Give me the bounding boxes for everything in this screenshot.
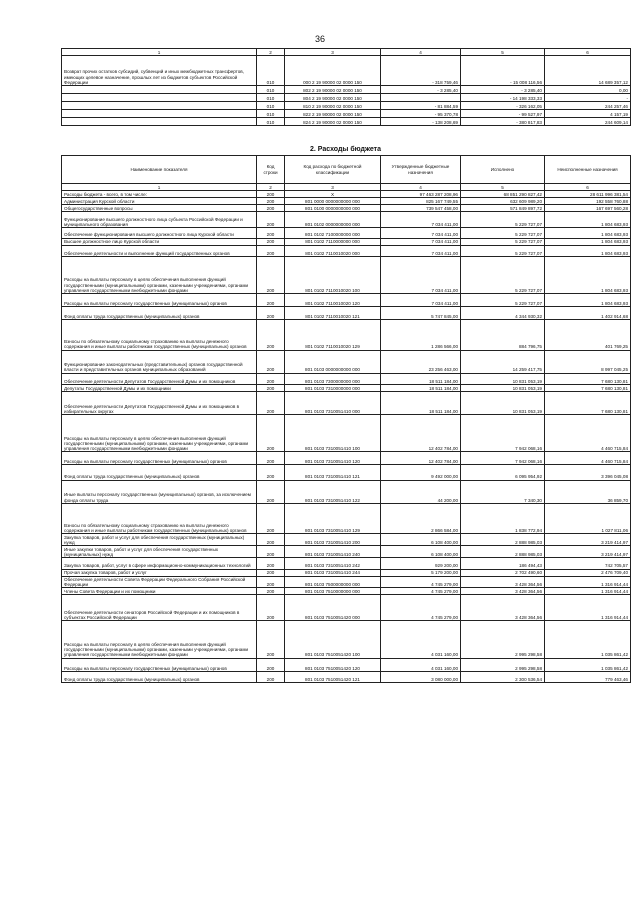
cell-executed: - 14 198 333,33 (461, 94, 545, 102)
cell-unexecuted: 36 859,70 (545, 480, 631, 503)
col-number: 1 (62, 49, 257, 56)
cell-approved: 4 745 279,00 (381, 595, 461, 621)
cell-approved: 929 200,00 (381, 558, 461, 569)
cell-executed: 2 300 536,54 (461, 671, 545, 682)
cell-approved: 7 034 411,00 (381, 245, 461, 256)
table-row (62, 546, 631, 558)
cell-executed: 14 259 417,75 (461, 350, 545, 373)
cell-approved: 3 080 000,00 (381, 671, 461, 682)
cell-unexecuted: 3 396 045,08 (545, 465, 631, 480)
table-row (62, 238, 631, 245)
cell-executed: 4 344 930,32 (461, 307, 545, 320)
cell-code: 824 2 19 90000 02 0000 150 (285, 118, 381, 126)
table-row (62, 452, 631, 465)
cell-name: Расходы на выплаты персоналу государственных (муниципальных) органов (62, 452, 257, 465)
cell-unexecuted: 3 219 414,97 (545, 546, 631, 558)
cell-unexecuted: 1 035 861,42 (545, 658, 631, 671)
cell-executed: 1 838 772,94 (461, 503, 545, 533)
cell-code: 801 0103 7310051410 129 (285, 503, 381, 533)
cell-approved: 18 511 184,00 (381, 384, 461, 391)
cell-unexecuted: 2 476 709,40 (545, 569, 631, 576)
cell-unexecuted: 401 769,25 (545, 320, 631, 350)
cell-approved: 2 866 584,00 (381, 503, 461, 533)
cell-executed: 10 831 053,19 (461, 391, 545, 414)
cell-code: 801 0102 7110010020 120 (285, 293, 381, 306)
cell-unexecuted: 28 611 996 381,54 (545, 191, 631, 198)
cell-unexecuted: 167 697 560,28 (545, 205, 631, 212)
cell-code: 801 0103 7310051410 000 (285, 391, 381, 414)
cell-executed: 632 609 989,20 (461, 198, 545, 205)
cell-approved: - 81 884,59 (381, 102, 461, 110)
cell-name: Возврат прочих остатков субсидий, субвенций и иных межбюджетных трансфертов, имеющих целевое назначение, прошлых лет из бюджетов субъектов Российской Федерации (62, 56, 257, 86)
cell-line: 200 (257, 320, 285, 350)
cell-name: Закупка товаров, работ и услуг для обеспечения государственных (муниципальных) нужд (62, 534, 257, 546)
cell-approved (381, 94, 461, 102)
cell-code: 801 0103 7310051410 242 (285, 558, 381, 569)
col-number: 4 (381, 184, 461, 191)
header-line: Код строки (257, 156, 285, 184)
cell-executed: 2 888 985,03 (461, 534, 545, 546)
cell-approved: 739 547 458,00 (381, 205, 461, 212)
cell-line: 200 (257, 373, 285, 384)
table-row (62, 569, 631, 576)
cell-approved: 9 492 000,00 (381, 465, 461, 480)
cell-approved: 7 034 411,00 (381, 293, 461, 306)
cell-code: 801 0103 7310051410 122 (285, 480, 381, 503)
cell-code: 801 0103 7510051420 100 (285, 621, 381, 658)
cell-unexecuted: 244 609,14 (545, 118, 631, 126)
cell-name (62, 94, 257, 102)
cell-executed: 884 796,75 (461, 320, 545, 350)
cell-executed: 3 428 364,56 (461, 587, 545, 594)
table-row (62, 94, 631, 102)
cell-approved: 7 034 411,00 (381, 212, 461, 228)
cell-executed: 2 995 298,58 (461, 621, 545, 658)
header-unexecuted: Неисполненные назначения (545, 156, 631, 184)
table-row (62, 320, 631, 350)
table-row (62, 658, 631, 671)
table-row (62, 621, 631, 658)
column-numbers-row (62, 184, 631, 191)
cell-unexecuted: 1 804 683,93 (545, 238, 631, 245)
cell-executed: 186 494,43 (461, 558, 545, 569)
cell-executed: 5 229 727,07 (461, 256, 545, 293)
header-code: Код расхода по бюджетной классификации (285, 156, 381, 184)
table-row (62, 293, 631, 306)
cell-line: 200 (257, 293, 285, 306)
table-row (62, 671, 631, 682)
cell-unexecuted: 3 219 414,97 (545, 534, 631, 546)
cell-approved: 4 031 160,00 (381, 621, 461, 658)
cell-approved: 7 034 411,00 (381, 228, 461, 238)
col-number: 3 (285, 49, 381, 56)
col-number: 2 (257, 49, 285, 56)
cell-approved: - 138 208,69 (381, 118, 461, 126)
cell-code: 801 0103 7500000000 000 (285, 576, 381, 587)
cell-executed: 5 229 727,07 (461, 238, 545, 245)
expenditure-table (61, 155, 631, 683)
cell-executed: 2 702 490,60 (461, 569, 545, 576)
cell-name: Высшее должностное лицо Курской области (62, 238, 257, 245)
cell-executed: 10 831 053,19 (461, 384, 545, 391)
cell-line: 200 (257, 391, 285, 414)
cell-code: 802 2 19 90000 02 0000 150 (285, 86, 381, 94)
table-row (62, 503, 631, 533)
header-row (62, 156, 631, 184)
cell-unexecuted: 1 402 914,68 (545, 307, 631, 320)
cell-code: 801 0102 0000000000 000 (285, 212, 381, 228)
table-row (62, 245, 631, 256)
col-number: 1 (62, 184, 257, 191)
cell-code: 801 0102 7110000000 000 (285, 238, 381, 245)
cell-name: Взносы по обязательному социальному страхованию на выплаты денежного содержания и иные выплаты работникам государственных (муниципальных) органов (62, 320, 257, 350)
table-row (62, 350, 631, 373)
cell-code: 822 2 19 90000 02 0000 150 (285, 110, 381, 118)
cell-executed: - 15 008 116,56 (461, 56, 545, 86)
table-row (62, 198, 631, 205)
cell-approved: 97 463 287 208,96 (381, 191, 461, 198)
cell-code: 801 0103 7310000000 000 (285, 384, 381, 391)
cell-approved: 1 286 566,00 (381, 320, 461, 350)
cell-approved: 44 200,00 (381, 480, 461, 503)
cell-approved: 6 108 400,00 (381, 534, 461, 546)
cell-line: 200 (257, 587, 285, 594)
cell-unexecuted: 4 460 715,84 (545, 415, 631, 452)
cell-code: 801 0103 7300000000 000 (285, 373, 381, 384)
table-row (62, 576, 631, 587)
cell-line: 010 (257, 94, 285, 102)
table-row (62, 102, 631, 110)
cell-line: 200 (257, 256, 285, 293)
cell-name: Расходы на выплаты персоналу в целях обеспечения выполнения функций государственными (муниципальными) органами, казенными учреждениями, органами управления государственными внебюджетными фондами (62, 256, 257, 293)
cell-name: Обеспечение деятельности сенаторов Российской Федерации и их помощников в субъектах Российской Федерации (62, 595, 257, 621)
cell-approved: 5 747 845,00 (381, 307, 461, 320)
cell-executed: - 99 527,97 (461, 110, 545, 118)
cell-line: 200 (257, 671, 285, 682)
cell-code: 801 0103 7310051410 120 (285, 452, 381, 465)
cell-name: Обеспечение деятельности Депутатов Государственной Думы и их помощников в избирательных округах (62, 391, 257, 414)
table-row (62, 465, 631, 480)
cell-name: Обеспечение деятельности Совета Федерации Федерального Собрания Российской Федерации (62, 576, 257, 587)
cell-line: 200 (257, 658, 285, 671)
cell-approved: 5 179 200,00 (381, 569, 461, 576)
cell-name (62, 102, 257, 110)
cell-code: 801 0103 7310051410 121 (285, 465, 381, 480)
table-row (62, 384, 631, 391)
cell-code: 801 0100 0000000000 000 (285, 205, 381, 212)
cell-executed: 3 428 364,56 (461, 595, 545, 621)
cell-line: 200 (257, 198, 285, 205)
cell-name (62, 86, 257, 94)
cell-executed: 2 888 985,03 (461, 546, 545, 558)
cell-executed: 3 428 364,56 (461, 576, 545, 587)
section-title: 2. Расходы бюджета (310, 146, 381, 153)
cell-approved: 6 108 400,00 (381, 546, 461, 558)
cell-executed: - 380 817,83 (461, 118, 545, 126)
cell-unexecuted: 1 804 683,93 (545, 293, 631, 306)
table-row (62, 558, 631, 569)
table-row (62, 118, 631, 126)
cell-line: 200 (257, 350, 285, 373)
cell-name: Фонд оплаты труда государственных (муниципальных) органов (62, 307, 257, 320)
cell-unexecuted: 7 680 130,81 (545, 373, 631, 384)
cell-line: 200 (257, 452, 285, 465)
cell-line: 200 (257, 569, 285, 576)
cell-name: Члены Совета Федерации и их помощники (62, 587, 257, 594)
cell-code: 000 2 19 90000 02 0000 150 (285, 56, 381, 86)
cell-code: 810 2 19 90000 02 0000 150 (285, 102, 381, 110)
cell-line: 200 (257, 534, 285, 546)
cell-unexecuted: 4 460 715,84 (545, 452, 631, 465)
cell-approved: 12 402 784,00 (381, 415, 461, 452)
table-row (62, 534, 631, 546)
table-row (62, 307, 631, 320)
cell-approved: - 3 285,40 (381, 86, 461, 94)
cell-name: Общегосударственные вопросы (62, 205, 257, 212)
table-row (62, 587, 631, 594)
cell-name: Обеспечение деятельности Депутатов Государственной Думы и их помощников (62, 373, 257, 384)
cell-code: 804 2 19 90000 02 0000 150 (285, 94, 381, 102)
cell-unexecuted: 14 689 357,12 (545, 56, 631, 86)
table-row (62, 228, 631, 238)
cell-code: 801 0103 7310051410 240 (285, 546, 381, 558)
cell-code: 801 0102 7110010020 129 (285, 320, 381, 350)
cell-unexecuted: - (545, 94, 631, 102)
cell-line: 200 (257, 576, 285, 587)
table-row (62, 480, 631, 503)
cell-line: 200 (257, 384, 285, 391)
cell-name (62, 110, 257, 118)
cell-executed: 68 851 290 827,42 (461, 191, 545, 198)
cell-line: 010 (257, 56, 285, 86)
cell-line: 200 (257, 558, 285, 569)
cell-line: 010 (257, 118, 285, 126)
cell-line: 200 (257, 191, 285, 198)
cell-approved: 18 511 184,00 (381, 391, 461, 414)
cell-line: 200 (257, 621, 285, 658)
cell-unexecuted: 1 027 811,06 (545, 503, 631, 533)
returns-table (61, 48, 631, 126)
cell-name: Расходы на выплаты персоналу в целях обеспечения выполнения функций государственными (муниципальными) органами, казенными учреждениями, органами управления государственными внебюджетными фондами (62, 415, 257, 452)
cell-line: 010 (257, 110, 285, 118)
cell-approved: 825 167 749,55 (381, 198, 461, 205)
cell-line: 010 (257, 86, 285, 94)
cell-code: 801 0103 7310051410 244 (285, 569, 381, 576)
cell-name: Функционирование законодательных (представительных) органов государственной власти и представительных органов муниципальных образований (62, 350, 257, 373)
cell-executed: 6 095 954,92 (461, 465, 545, 480)
cell-name: Фонд оплаты труда государственных (муниципальных) органов (62, 671, 257, 682)
cell-line: 200 (257, 245, 285, 256)
cell-name: Расходы на выплаты персоналу государственных (муниципальных) органов (62, 293, 257, 306)
col-number: 5 (461, 184, 545, 191)
cell-executed: - 3 285,40 (461, 86, 545, 94)
cell-name: Закупка товаров, работ, услуг в сфере информационно-коммуникационных технологий (62, 558, 257, 569)
cell-line: 200 (257, 228, 285, 238)
cell-code: 801 0102 7100000000 000 (285, 228, 381, 238)
cell-code: 801 0103 7510051420 120 (285, 658, 381, 671)
header-name: Наименование показателя (62, 156, 257, 184)
table-row (62, 415, 631, 452)
cell-line: 200 (257, 415, 285, 452)
column-numbers-row (62, 49, 631, 56)
cell-line: 200 (257, 503, 285, 533)
table-row (62, 373, 631, 384)
cell-approved: - 95 370,78 (381, 110, 461, 118)
cell-line: 200 (257, 546, 285, 558)
cell-approved: 4 745 279,00 (381, 587, 461, 594)
cell-code: 801 0103 7510000000 000 (285, 587, 381, 594)
table-row (62, 205, 631, 212)
table-row (62, 56, 631, 86)
cell-code: 801 0000 0000000000 000 (285, 198, 381, 205)
cell-name: Прочая закупка товаров, работ и услуг (62, 569, 257, 576)
cell-name: Обеспечение деятельности и выполнение функций государственных органов (62, 245, 257, 256)
cell-approved: 18 511 184,00 (381, 373, 461, 384)
cell-code: X (285, 191, 381, 198)
cell-executed: - 326 162,05 (461, 102, 545, 110)
cell-line: 200 (257, 595, 285, 621)
table-row (62, 212, 631, 228)
col-number: 4 (381, 49, 461, 56)
col-number: 6 (545, 184, 631, 191)
table-row (62, 86, 631, 94)
cell-name: Расходы на выплаты персоналу государственных (муниципальных) органов (62, 658, 257, 671)
cell-approved: 7 034 411,00 (381, 238, 461, 245)
cell-line: 200 (257, 307, 285, 320)
cell-code: 801 0103 7310051410 100 (285, 415, 381, 452)
cell-code: 801 0103 0000000000 000 (285, 350, 381, 373)
cell-name: Администрация Курской области (62, 198, 257, 205)
cell-executed: 5 229 727,07 (461, 245, 545, 256)
col-number: 2 (257, 184, 285, 191)
cell-unexecuted: 7 680 130,81 (545, 391, 631, 414)
cell-name: Обеспечение функционирования высшего должностного лица Курской области (62, 228, 257, 238)
cell-unexecuted: 1 804 683,93 (545, 256, 631, 293)
cell-line: 200 (257, 205, 285, 212)
header-approved: Утвержденные бюджетные назначения (381, 156, 461, 184)
cell-approved: 23 256 463,00 (381, 350, 461, 373)
cell-unexecuted: 1 804 683,93 (545, 245, 631, 256)
cell-name: Взносы по обязательному социальному страхованию на выплаты денежного содержания и иные выплаты работникам государственных (муниципальных) органов (62, 503, 257, 533)
cell-unexecuted: 779 463,46 (545, 671, 631, 682)
table-row (62, 191, 631, 198)
cell-unexecuted: 0,00 (545, 86, 631, 94)
cell-line: 200 (257, 212, 285, 228)
cell-unexecuted: 192 558 760,88 (545, 198, 631, 205)
header-executed: Исполнено (461, 156, 545, 184)
cell-name: Функционирование высшего должностного лица субъекта Российской Федерации и муниципального образования (62, 212, 257, 228)
cell-line: 200 (257, 480, 285, 503)
cell-unexecuted: 4 157,19 (545, 110, 631, 118)
cell-approved: 7 034 411,00 (381, 256, 461, 293)
cell-name: Иные выплаты персоналу государственных (муниципальных) органов, за исключением фонда оплаты труда (62, 480, 257, 503)
cell-name (62, 118, 257, 126)
cell-name: Депутаты Государственной Думы и их помощники (62, 384, 257, 391)
cell-name: Фонд оплаты труда государственных (муниципальных) органов (62, 465, 257, 480)
cell-executed: 5 229 727,07 (461, 212, 545, 228)
cell-executed: 7 340,30 (461, 480, 545, 503)
table-row (62, 256, 631, 293)
cell-unexecuted: 1 804 683,93 (545, 228, 631, 238)
col-number: 5 (461, 49, 545, 56)
cell-unexecuted: 7 680 130,81 (545, 384, 631, 391)
cell-code: 801 0103 7510051420 121 (285, 671, 381, 682)
col-number: 3 (285, 184, 381, 191)
cell-line: 200 (257, 465, 285, 480)
cell-executed: 7 942 068,16 (461, 415, 545, 452)
cell-executed: 10 831 053,19 (461, 373, 545, 384)
cell-unexecuted: 8 997 045,25 (545, 350, 631, 373)
cell-approved: 4 031 160,00 (381, 658, 461, 671)
cell-executed: 2 995 298,58 (461, 658, 545, 671)
cell-line: 010 (257, 102, 285, 110)
cell-executed: 5 229 727,07 (461, 293, 545, 306)
col-number: 6 (545, 49, 631, 56)
cell-approved: 4 745 279,00 (381, 576, 461, 587)
cell-code: 801 0103 7310051410 200 (285, 534, 381, 546)
page-number: 36 (314, 34, 325, 44)
cell-unexecuted: 1 316 914,44 (545, 587, 631, 594)
cell-code: 801 0102 7110010020 100 (285, 256, 381, 293)
cell-unexecuted: 1 316 914,44 (545, 576, 631, 587)
cell-unexecuted: 1 804 683,93 (545, 212, 631, 228)
cell-line: 200 (257, 238, 285, 245)
cell-name: Расходы на выплаты персоналу в целях обеспечения выполнения функций государственными (муниципальными) органами, казенными учреждениями, органами управления государственными внебюджетными фондами (62, 621, 257, 658)
table-row (62, 110, 631, 118)
cell-unexecuted: 742 705,57 (545, 558, 631, 569)
cell-unexecuted: 1 316 914,44 (545, 595, 631, 621)
table-row (62, 391, 631, 414)
cell-code: 801 0102 7110010020 121 (285, 307, 381, 320)
cell-unexecuted: 244 257,46 (545, 102, 631, 110)
cell-code: 801 0102 7110010020 000 (285, 245, 381, 256)
cell-executed: 5 229 727,07 (461, 228, 545, 238)
cell-approved: - 318 759,46 (381, 56, 461, 86)
table-row (62, 595, 631, 621)
cell-name: Расходы бюджета - всего, в том числе: (62, 191, 257, 198)
cell-name: Иные закупки товаров, работ и услуг для обеспечения государственных (муниципальных) нужд (62, 546, 257, 558)
cell-code: 801 0103 7510051420 000 (285, 595, 381, 621)
cell-executed: 7 942 068,16 (461, 452, 545, 465)
cell-unexecuted: 1 035 861,42 (545, 621, 631, 658)
cell-approved: 12 402 784,00 (381, 452, 461, 465)
cell-executed: 571 849 897,72 (461, 205, 545, 212)
